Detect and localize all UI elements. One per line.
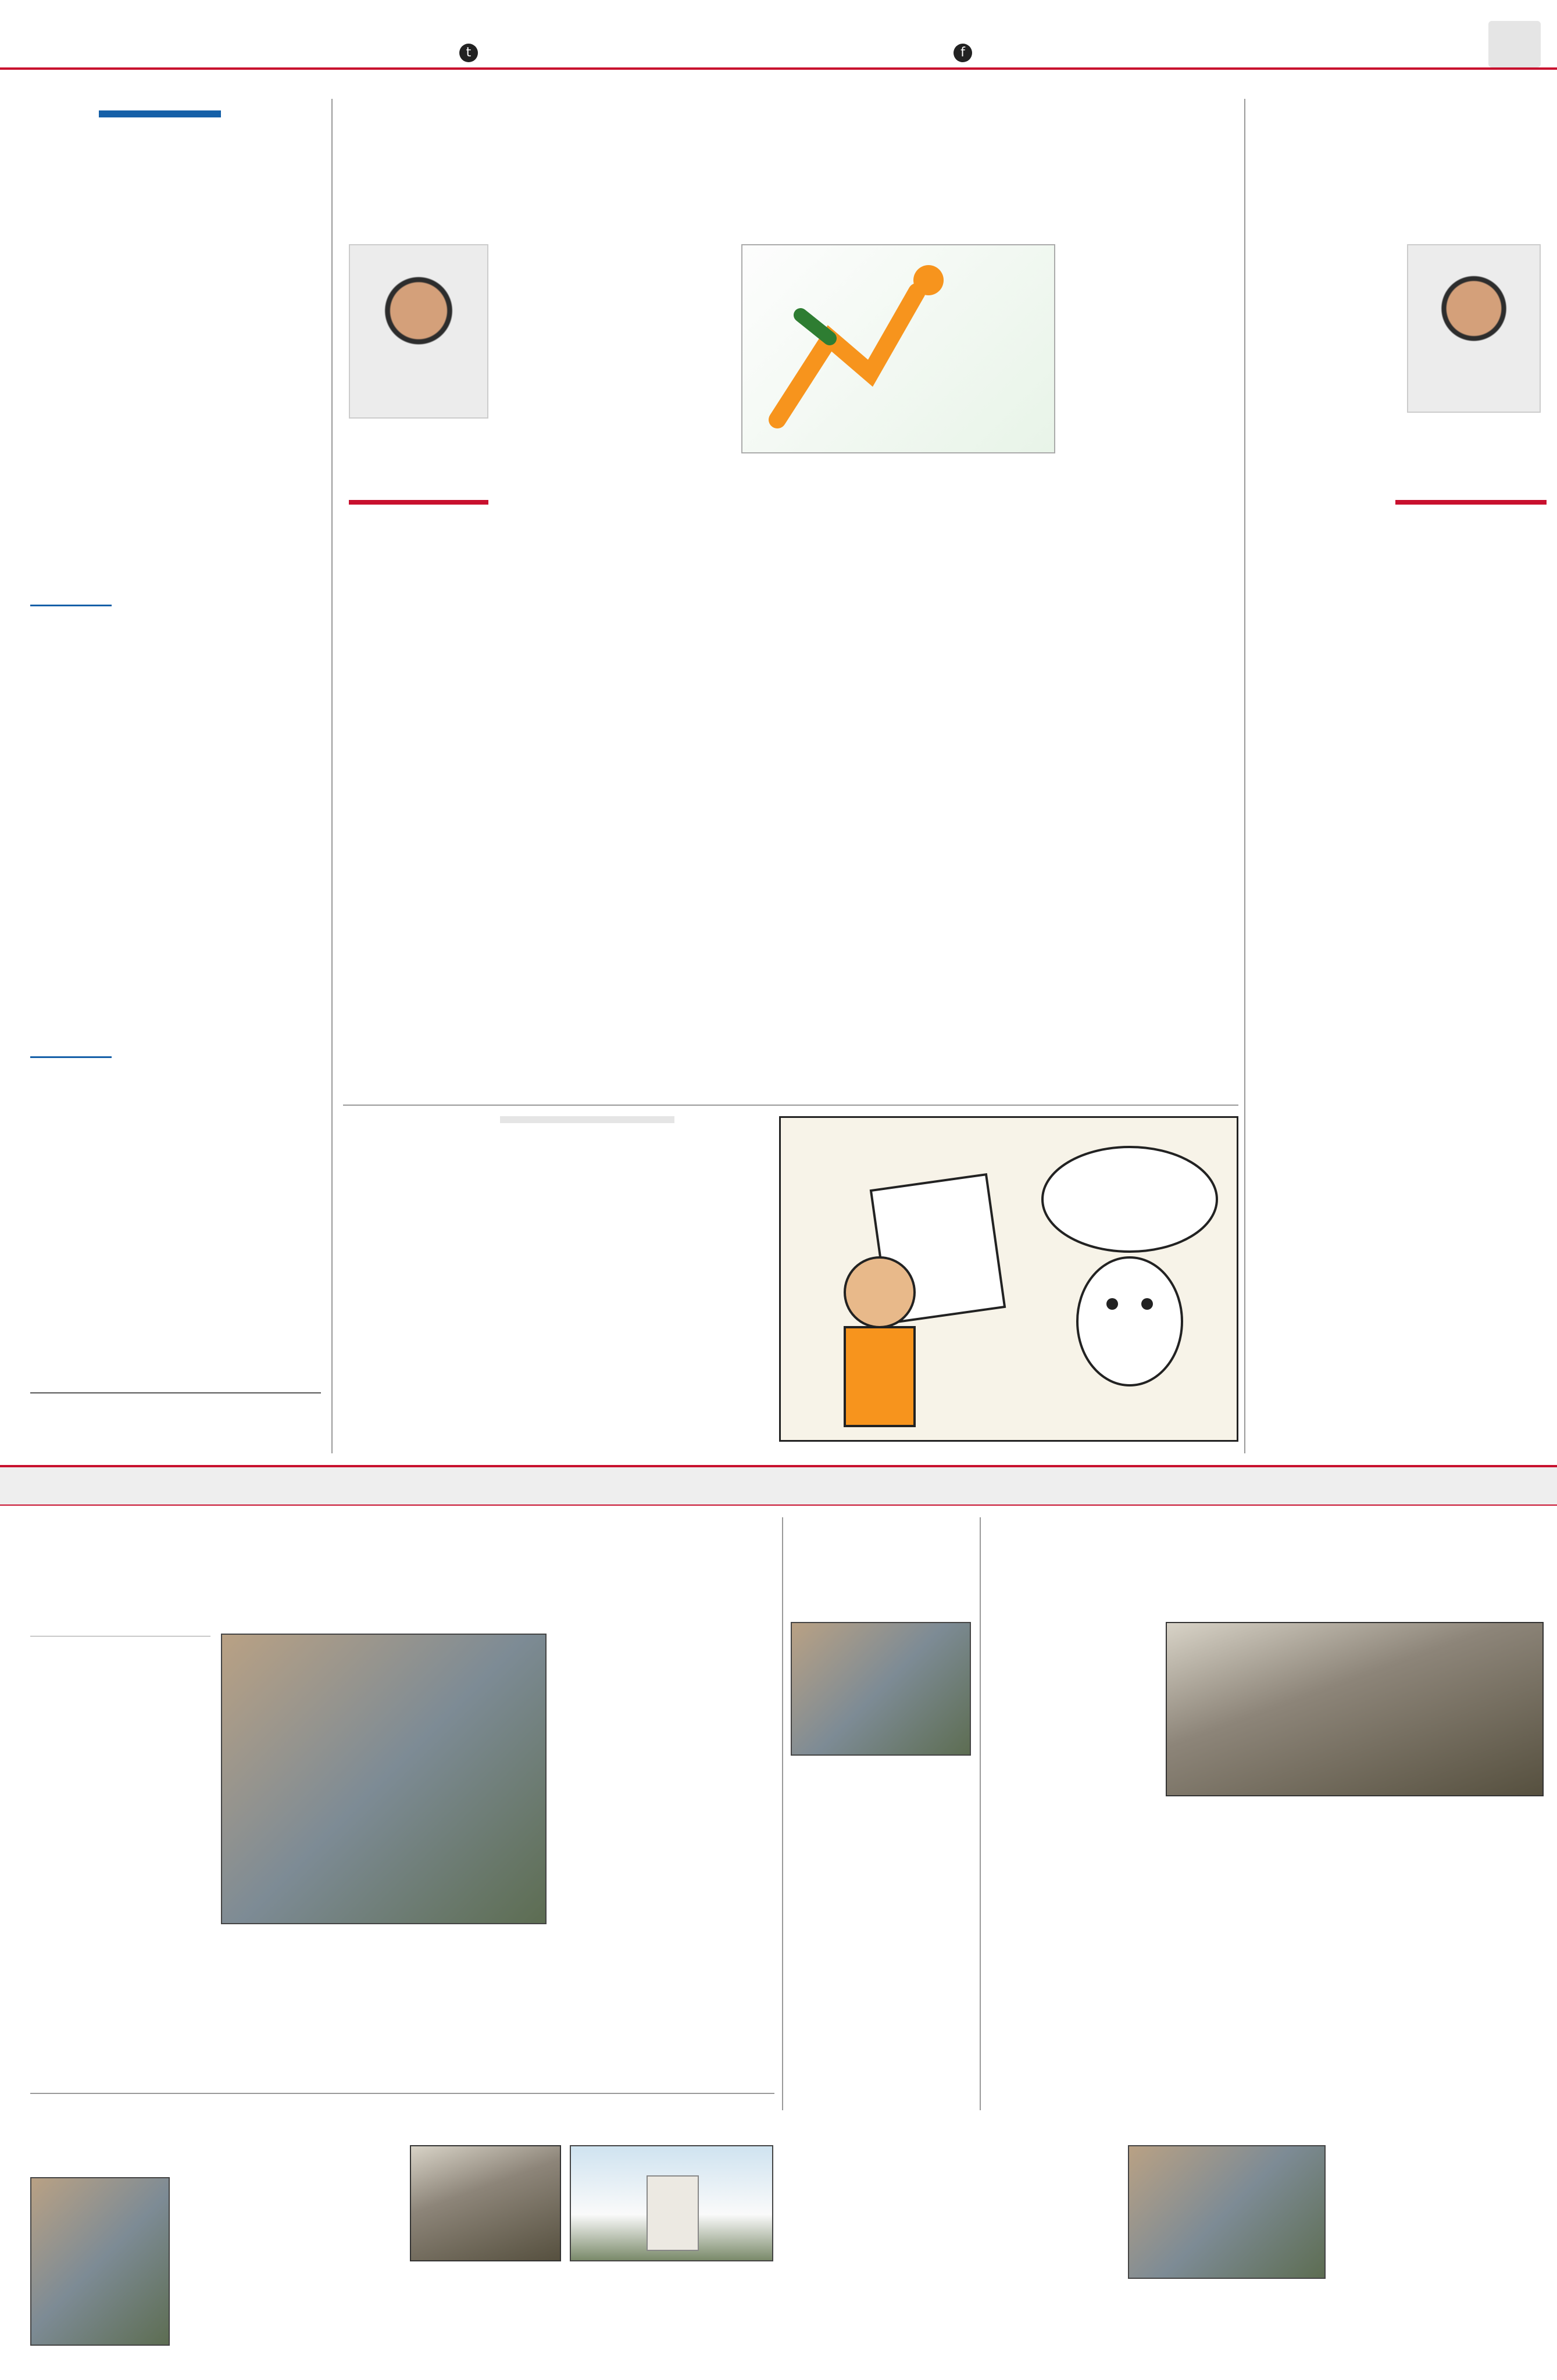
- right-author-photo: [1407, 244, 1541, 413]
- facebook-icon: f: [954, 44, 972, 62]
- story4-photo: [30, 2177, 170, 2346]
- editorial-tag: [99, 110, 221, 117]
- story3-body: [988, 1622, 1157, 2087]
- column-divider: [1244, 99, 1245, 1453]
- twitter-link[interactable]: [459, 42, 483, 62]
- story5-body: [410, 2267, 776, 2380]
- story3-body-3: [1355, 1805, 1544, 2087]
- memorial-statue-icon: [647, 2175, 699, 2251]
- author-photo: [349, 244, 488, 419]
- right-body: [1256, 546, 1541, 1395]
- story5-photo-statue: [570, 2145, 773, 2261]
- page-number: [1488, 21, 1541, 67]
- section-divider: [343, 1105, 1238, 1106]
- letters-title: [500, 1116, 674, 1123]
- story1-photo: [221, 1634, 547, 1924]
- cartoon-panel: [779, 1116, 1238, 1442]
- editorial-body: [116, 273, 320, 1384]
- story4-body: [177, 2177, 401, 2380]
- story6-photo: [1128, 2145, 1326, 2279]
- letter-1: [349, 1151, 552, 1401]
- letter-2: [564, 1151, 767, 1401]
- story6-body-2: [1334, 2145, 1547, 2378]
- story1-body: [30, 1680, 210, 2081]
- story1-body-2: [558, 1634, 773, 2081]
- story6-body: [791, 2145, 1116, 2256]
- khelo-runner-icon: [742, 245, 1056, 455]
- masthead: [0, 0, 1557, 70]
- lead-column-1: [500, 244, 727, 1070]
- facebook-link[interactable]: [954, 42, 977, 62]
- column-divider: [331, 99, 333, 1453]
- right-brand-badge: [1395, 500, 1547, 505]
- twitter-icon: t: [459, 44, 478, 62]
- khelo-india-graphic: [741, 244, 1055, 453]
- column-divider: [782, 1517, 783, 2110]
- story2-body: [791, 1764, 971, 2084]
- cartoon-figure-icon: [781, 1118, 1240, 1443]
- lead-column-2: [741, 465, 1055, 1070]
- story3-photo: [1166, 1622, 1544, 1796]
- lead-brand-badge: [349, 500, 488, 505]
- regional-section-bar: [0, 1465, 1557, 1506]
- story2-photo: [791, 1622, 971, 1756]
- section-divider: [30, 2093, 774, 2094]
- story3-body-2: [1166, 1805, 1346, 2087]
- story6-photo-caption: [1128, 2285, 1326, 2378]
- story1-byline: [30, 1634, 210, 1636]
- editorial-footer: [30, 1392, 321, 1398]
- editorial-pullquote: [30, 605, 112, 1058]
- column-divider: [980, 1517, 981, 2110]
- story5-photo-1: [410, 2145, 561, 2261]
